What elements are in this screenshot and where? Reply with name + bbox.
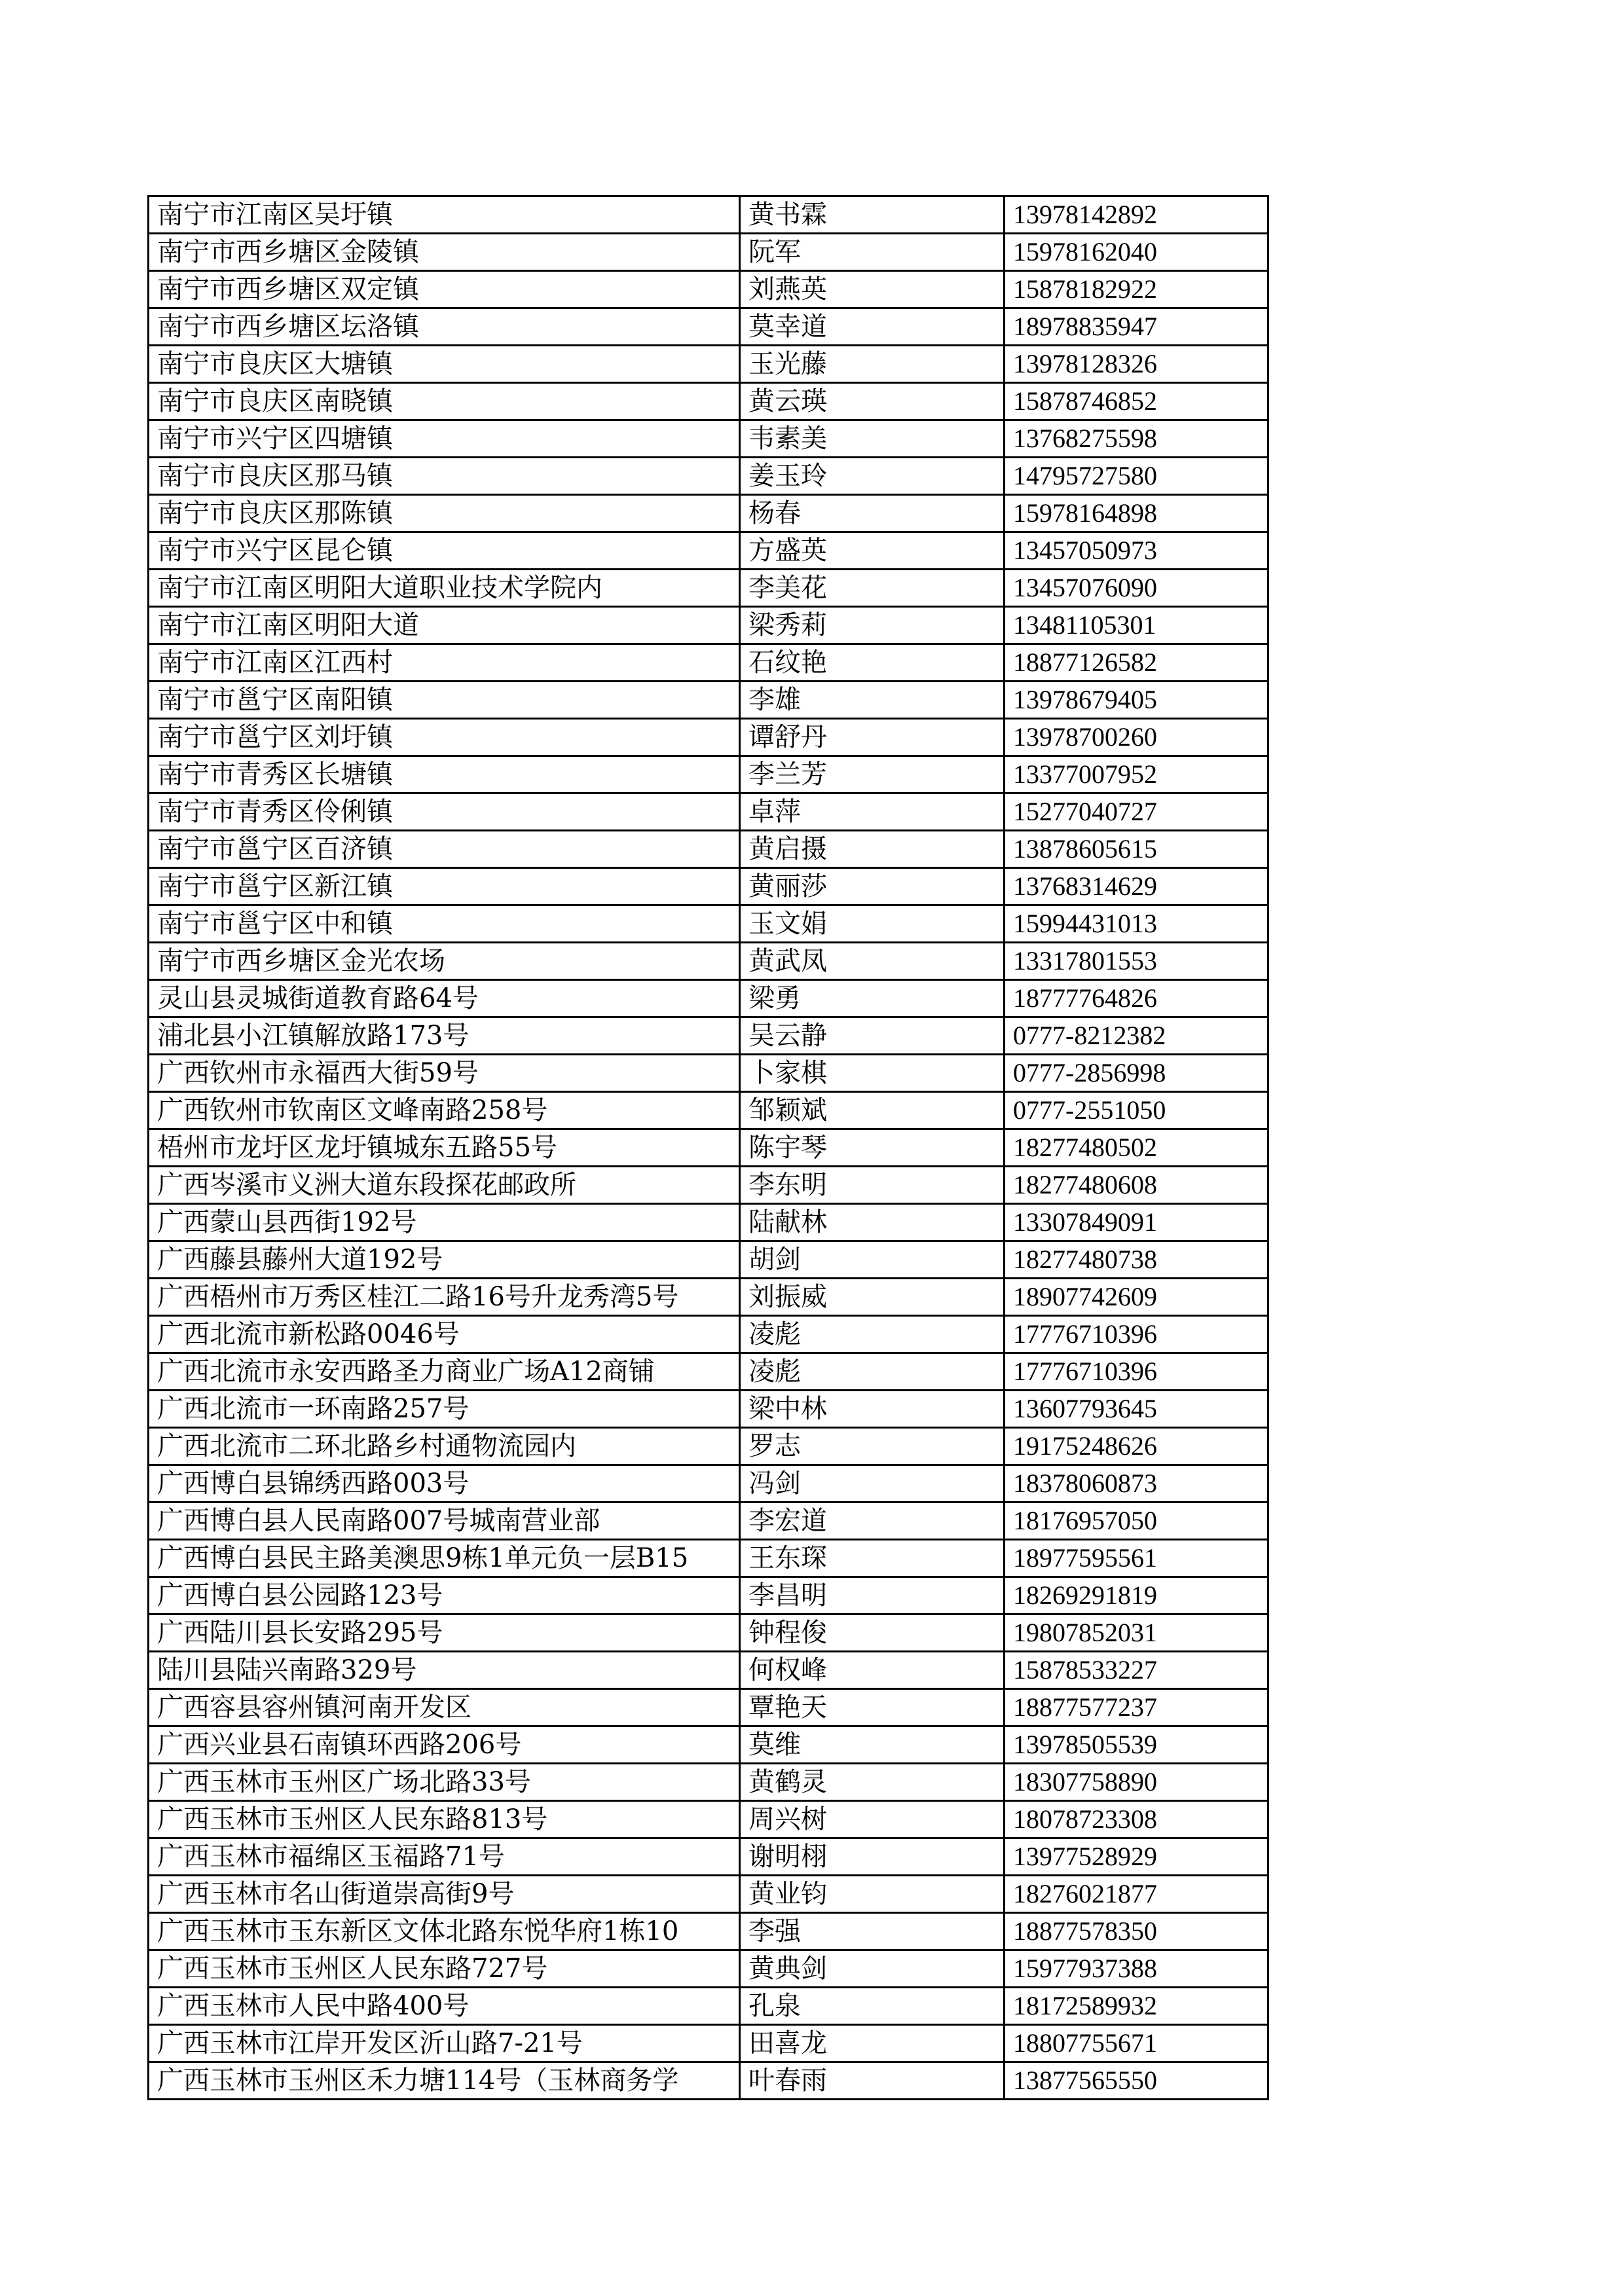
table-row: [149, 383, 1268, 420]
name-cell: 梁勇: [740, 980, 1005, 1017]
name-cell: 李宏道: [740, 1503, 1005, 1540]
phone-cell: 15878182922: [1005, 271, 1268, 308]
address-cell: 南宁市江南区明阳大道职业技术学院内: [149, 570, 740, 607]
table-row: [149, 1950, 1268, 1988]
phone-cell: 18877577237: [1005, 1689, 1268, 1726]
address-cell: 广西玉林市名山街道崇高街9号: [149, 1876, 740, 1913]
phone-cell: 13978142892: [1005, 196, 1268, 234]
address-cell: 广西兴业县石南镇环西路206号: [149, 1726, 740, 1764]
phone-cell: 15994431013: [1005, 905, 1268, 943]
address-cell: 广西蒙山县西街192号: [149, 1204, 740, 1241]
phone-cell: 18907742609: [1005, 1279, 1268, 1316]
name-cell: 李强: [740, 1913, 1005, 1950]
address-cell: 南宁市江南区明阳大道: [149, 607, 740, 644]
phone-cell: 14795727580: [1005, 458, 1268, 495]
address-cell: 广西钦州市永福西大街59号: [149, 1055, 740, 1092]
name-cell: 黄鹤灵: [740, 1764, 1005, 1801]
address-cell: 南宁市良庆区那马镇: [149, 458, 740, 495]
table-row: [149, 234, 1268, 271]
name-cell: 卜家棋: [740, 1055, 1005, 1092]
address-cell: 南宁市江南区吴圩镇: [149, 196, 740, 234]
address-cell: 南宁市邕宁区南阳镇: [149, 682, 740, 719]
table-row: [149, 1801, 1268, 1838]
name-cell: 田喜龙: [740, 2025, 1005, 2062]
phone-cell: 18172589932: [1005, 1988, 1268, 2025]
address-cell: 南宁市良庆区南晓镇: [149, 383, 740, 420]
table-row: [149, 495, 1268, 532]
address-cell: 广西博白县民主路美澳思9栋1单元负一层B15: [149, 1540, 740, 1577]
address-cell: 广西玉林市玉东新区文体北路东悦华府1栋10: [149, 1913, 740, 1950]
table-row: [149, 1129, 1268, 1167]
name-cell: 莫幸道: [740, 308, 1005, 346]
table-row: [149, 570, 1268, 607]
address-cell: 广西北流市新松路0046号: [149, 1316, 740, 1353]
address-cell: 南宁市兴宁区四塘镇: [149, 420, 740, 458]
phone-cell: 19807852031: [1005, 1614, 1268, 1652]
name-cell: 阮军: [740, 234, 1005, 271]
address-cell: 广西北流市一环南路257号: [149, 1391, 740, 1428]
address-cell: 陆川县陆兴南路329号: [149, 1652, 740, 1689]
name-cell: 黄启摄: [740, 831, 1005, 868]
table-row: [149, 1204, 1268, 1241]
name-cell: 刘燕英: [740, 271, 1005, 308]
address-cell: 灵山县灵城街道教育路64号: [149, 980, 740, 1017]
name-cell: 玉文娟: [740, 905, 1005, 943]
phone-cell: 13307849091: [1005, 1204, 1268, 1241]
table-row: [149, 196, 1268, 234]
phone-cell: 15277040727: [1005, 793, 1268, 831]
address-cell: 南宁市青秀区伶俐镇: [149, 793, 740, 831]
address-cell: 广西玉林市玉州区广场北路33号: [149, 1764, 740, 1801]
table-row: [149, 1652, 1268, 1689]
name-cell: 王东琛: [740, 1540, 1005, 1577]
address-cell: 广西陆川县长安路295号: [149, 1614, 740, 1652]
phone-cell: 13607793645: [1005, 1391, 1268, 1428]
table-row: [149, 1838, 1268, 1876]
name-cell: 石纹艳: [740, 644, 1005, 682]
phone-cell: 13377007952: [1005, 756, 1268, 793]
address-cell: 南宁市邕宁区百济镇: [149, 831, 740, 868]
address-cell: 南宁市良庆区大塘镇: [149, 346, 740, 383]
name-cell: 胡剑: [740, 1241, 1005, 1279]
table-row: [149, 420, 1268, 458]
name-cell: 罗志: [740, 1428, 1005, 1465]
phone-cell: 13978679405: [1005, 682, 1268, 719]
address-cell: 广西玉林市福绵区玉福路71号: [149, 1838, 740, 1876]
address-cell: 南宁市西乡塘区双定镇: [149, 271, 740, 308]
phone-cell: 18277480502: [1005, 1129, 1268, 1167]
phone-cell: 18977595561: [1005, 1540, 1268, 1577]
table-row: [149, 905, 1268, 943]
address-cell: 广西玉林市玉州区人民东路813号: [149, 1801, 740, 1838]
table-row: [149, 1577, 1268, 1614]
name-cell: 李昌明: [740, 1577, 1005, 1614]
name-cell: 凌彪: [740, 1353, 1005, 1391]
address-cell: 广西博白县人民南路007号城南营业部: [149, 1503, 740, 1540]
address-cell: 南宁市西乡塘区金陵镇: [149, 234, 740, 271]
phone-cell: 18978835947: [1005, 308, 1268, 346]
name-cell: 梁秀莉: [740, 607, 1005, 644]
phone-cell: 13977528929: [1005, 1838, 1268, 1876]
name-cell: 李兰芳: [740, 756, 1005, 793]
address-cell: 广西玉林市玉州区人民东路727号: [149, 1950, 740, 1988]
table-row: [149, 793, 1268, 831]
table-row: [149, 1764, 1268, 1801]
address-cell: 广西玉林市江岸开发区沂山路7-21号: [149, 2025, 740, 2062]
name-cell: 谢明栩: [740, 1838, 1005, 1876]
phone-cell: 18276021877: [1005, 1876, 1268, 1913]
address-cell: 广西北流市二环北路乡村通物流园内: [149, 1428, 740, 1465]
phone-cell: 18777764826: [1005, 980, 1268, 1017]
phone-cell: 0777-8212382: [1005, 1017, 1268, 1055]
phone-cell: 13978505539: [1005, 1726, 1268, 1764]
address-cell: 浦北县小江镇解放路173号: [149, 1017, 740, 1055]
address-cell: 广西博白县公园路123号: [149, 1577, 740, 1614]
address-cell: 南宁市邕宁区新江镇: [149, 868, 740, 905]
name-cell: 刘振威: [740, 1279, 1005, 1316]
name-cell: 黄业钧: [740, 1876, 1005, 1913]
contact-table: [147, 195, 1269, 2100]
phone-cell: 0777-2551050: [1005, 1092, 1268, 1129]
name-cell: 黄武凤: [740, 943, 1005, 980]
name-cell: 黄云瑛: [740, 383, 1005, 420]
name-cell: 玉光藤: [740, 346, 1005, 383]
table-row: [149, 1241, 1268, 1279]
table-row: [149, 532, 1268, 570]
table-row: [149, 1689, 1268, 1726]
name-cell: 周兴树: [740, 1801, 1005, 1838]
name-cell: 李雄: [740, 682, 1005, 719]
phone-cell: 15977937388: [1005, 1950, 1268, 1988]
table-row: [149, 980, 1268, 1017]
table-row: [149, 831, 1268, 868]
phone-cell: 13768275598: [1005, 420, 1268, 458]
phone-cell: 18378060873: [1005, 1465, 1268, 1503]
phone-cell: 15878533227: [1005, 1652, 1268, 1689]
address-cell: 广西玉林市人民中路400号: [149, 1988, 740, 2025]
name-cell: 覃艳天: [740, 1689, 1005, 1726]
name-cell: 卓萍: [740, 793, 1005, 831]
phone-cell: 19175248626: [1005, 1428, 1268, 1465]
name-cell: 谭舒丹: [740, 719, 1005, 756]
name-cell: 黄书霖: [740, 196, 1005, 234]
phone-cell: 18807755671: [1005, 2025, 1268, 2062]
phone-cell: 18078723308: [1005, 1801, 1268, 1838]
name-cell: 冯剑: [740, 1465, 1005, 1503]
table-row: [149, 1988, 1268, 2025]
table-row: [149, 458, 1268, 495]
phone-cell: 17776710396: [1005, 1353, 1268, 1391]
name-cell: 韦素美: [740, 420, 1005, 458]
phone-cell: 18277480608: [1005, 1167, 1268, 1204]
phone-cell: 13877565550: [1005, 2062, 1268, 2100]
address-cell: 南宁市兴宁区昆仑镇: [149, 532, 740, 570]
address-cell: 南宁市良庆区那陈镇: [149, 495, 740, 532]
table-row: [149, 1167, 1268, 1204]
table-row: [149, 644, 1268, 682]
phone-cell: 18269291819: [1005, 1577, 1268, 1614]
name-cell: 邹颖斌: [740, 1092, 1005, 1129]
address-cell: 广西岑溪市义洲大道东段探花邮政所: [149, 1167, 740, 1204]
phone-cell: 0777-2856998: [1005, 1055, 1268, 1092]
name-cell: 陆献林: [740, 1204, 1005, 1241]
table-row: [149, 682, 1268, 719]
address-cell: 广西玉林市玉州区禾力塘114号（玉林商务学: [149, 2062, 740, 2100]
address-cell: 广西藤县藤州大道192号: [149, 1241, 740, 1279]
phone-cell: 18277480738: [1005, 1241, 1268, 1279]
name-cell: 黄丽莎: [740, 868, 1005, 905]
phone-cell: 13978128326: [1005, 346, 1268, 383]
table-row: [149, 1092, 1268, 1129]
name-cell: 钟程俊: [740, 1614, 1005, 1652]
table-row: [149, 1279, 1268, 1316]
address-cell: 广西梧州市万秀区桂江二路16号升龙秀湾5号: [149, 1279, 740, 1316]
name-cell: 吴云静: [740, 1017, 1005, 1055]
address-cell: 南宁市西乡塘区坛洛镇: [149, 308, 740, 346]
name-cell: 李东明: [740, 1167, 1005, 1204]
table-row: [149, 1353, 1268, 1391]
table-row: [149, 1055, 1268, 1092]
table-row: [149, 719, 1268, 756]
table-row: [149, 756, 1268, 793]
phone-cell: 15878746852: [1005, 383, 1268, 420]
address-cell: 广西钦州市钦南区文峰南路258号: [149, 1092, 740, 1129]
table-row: [149, 2025, 1268, 2062]
table-row: [149, 271, 1268, 308]
address-cell: 南宁市邕宁区刘圩镇: [149, 719, 740, 756]
name-cell: 李美花: [740, 570, 1005, 607]
phone-cell: 17776710396: [1005, 1316, 1268, 1353]
address-cell: 广西北流市永安西路圣力商业广场A12商铺: [149, 1353, 740, 1391]
phone-cell: 15978164898: [1005, 495, 1268, 532]
name-cell: 黄典剑: [740, 1950, 1005, 1988]
table-row: [149, 943, 1268, 980]
name-cell: 莫维: [740, 1726, 1005, 1764]
address-cell: 广西博白县锦绣西路003号: [149, 1465, 740, 1503]
table-row: [149, 607, 1268, 644]
table-row: [149, 1503, 1268, 1540]
phone-cell: 13978700260: [1005, 719, 1268, 756]
phone-cell: 13317801553: [1005, 943, 1268, 980]
table-row: [149, 346, 1268, 383]
table-row: [149, 1017, 1268, 1055]
phone-cell: 18877578350: [1005, 1913, 1268, 1950]
address-cell: 梧州市龙圩区龙圩镇城东五路55号: [149, 1129, 740, 1167]
address-cell: 南宁市西乡塘区金光农场: [149, 943, 740, 980]
name-cell: 凌彪: [740, 1316, 1005, 1353]
name-cell: 方盛英: [740, 532, 1005, 570]
table-row: [149, 2062, 1268, 2100]
table-row: [149, 1316, 1268, 1353]
phone-cell: 15978162040: [1005, 234, 1268, 271]
table-row: [149, 1876, 1268, 1913]
phone-cell: 13457076090: [1005, 570, 1268, 607]
table-row: [149, 1391, 1268, 1428]
table-row: [149, 1428, 1268, 1465]
phone-cell: 13878605615: [1005, 831, 1268, 868]
name-cell: 孔泉: [740, 1988, 1005, 2025]
contact-table-body: [149, 196, 1268, 2100]
table-row: [149, 1465, 1268, 1503]
name-cell: 叶春雨: [740, 2062, 1005, 2100]
name-cell: 杨春: [740, 495, 1005, 532]
address-cell: 南宁市江南区江西村: [149, 644, 740, 682]
phone-cell: 18877126582: [1005, 644, 1268, 682]
table-row: [149, 1614, 1268, 1652]
name-cell: 何权峰: [740, 1652, 1005, 1689]
name-cell: 陈宇琴: [740, 1129, 1005, 1167]
phone-cell: 13481105301: [1005, 607, 1268, 644]
address-cell: 南宁市邕宁区中和镇: [149, 905, 740, 943]
name-cell: 姜玉玲: [740, 458, 1005, 495]
phone-cell: 13457050973: [1005, 532, 1268, 570]
table-row: [149, 1913, 1268, 1950]
phone-cell: 18307758890: [1005, 1764, 1268, 1801]
spreadsheet-page: [147, 195, 1267, 2100]
name-cell: 梁中林: [740, 1391, 1005, 1428]
table-row: [149, 1726, 1268, 1764]
phone-cell: 18176957050: [1005, 1503, 1268, 1540]
phone-cell: 13768314629: [1005, 868, 1268, 905]
address-cell: 南宁市青秀区长塘镇: [149, 756, 740, 793]
table-row: [149, 868, 1268, 905]
table-row: [149, 308, 1268, 346]
address-cell: 广西容县容州镇河南开发区: [149, 1689, 740, 1726]
table-row: [149, 1540, 1268, 1577]
